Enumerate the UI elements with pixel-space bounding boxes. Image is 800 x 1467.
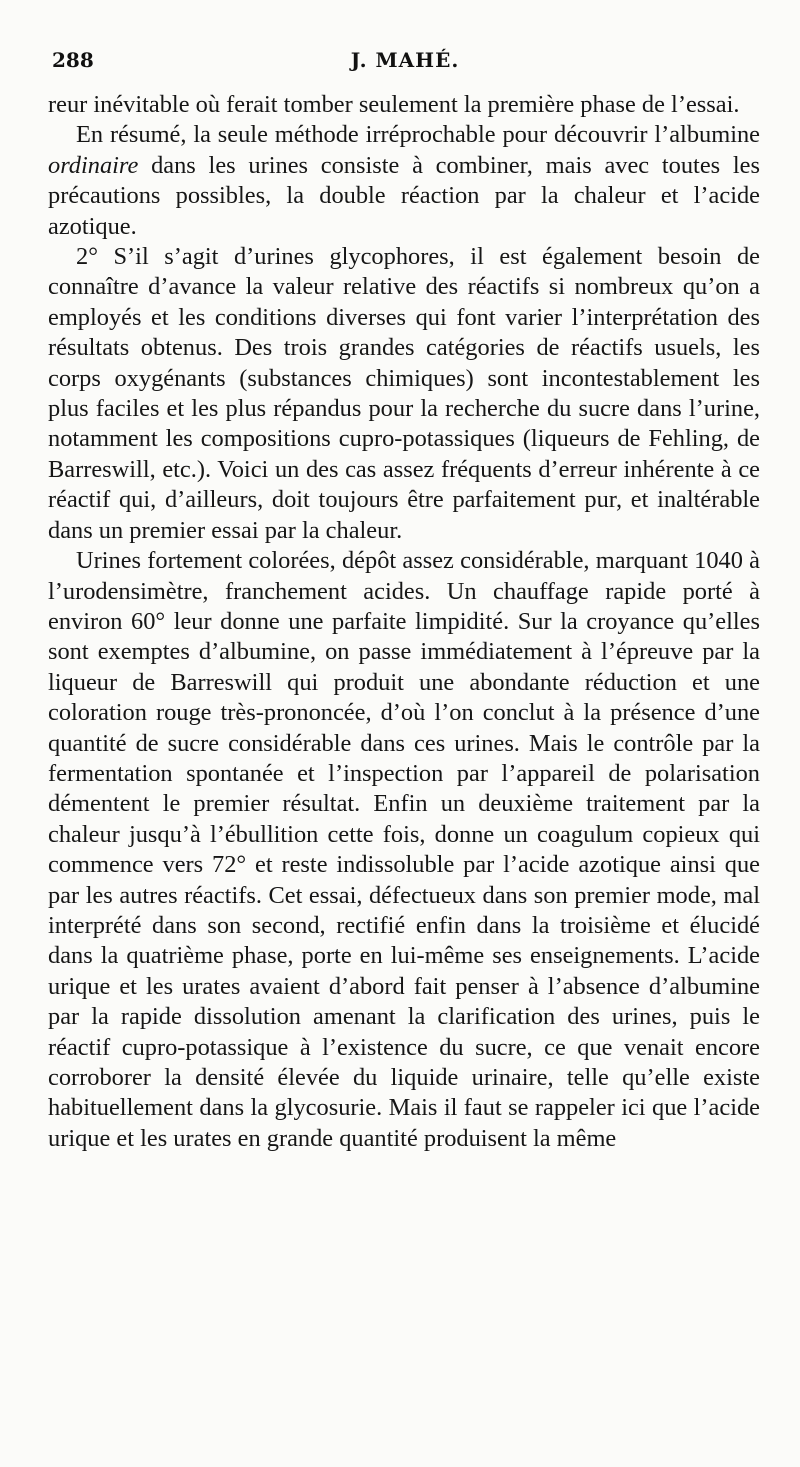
paragraph-continuation: reur inévitable où ferait tomber seulement la première phase de l’essai.: [48, 91, 740, 118]
body-text: [48, 90, 760, 1154]
emphasis-ordinaire: ordinaire: [48, 151, 139, 179]
paragraph-summary-start: En résumé, la seule méthode irréprochable pour découvrir l’albumine: [76, 121, 760, 149]
paragraph-case-study: Urines fortement colorées, dépôt assez considérable, marquant 1040 à l’urodensimètre, franchement acides. Un chauffage rapide porté à environ 60° leur donne une parfaite limpidité. Sur la croyance qu’elles sont exemptes d’albumine, on passe immédiatement à l’épreuve par la liqueur de Barreswill qui produit une abondante réduction et une coloration rouge très-prononcée, d’où l’on conclut à la présence d’une quantité de sucre considérable dans ces urines. Mais le contrôle par la fermentation spontanée et l’inspection par l’appareil de polarisation démentent le premier résultat. Enfin un deuxième traitement par la chaleur jusqu’à l’ébullition cette fois, donne un coagulum copieux qui commence vers 72° et reste indissoluble par l’acide azotique ainsi que par les autres réactifs. Cet essai, défectueux dans son premier mode, mal interprété dans son second, rectifié enfin dans la troisième et élucidé dans la quatrième phase, porte en lui-même ses enseignements. L’acide urique et les urates avaient d’abord fait penser à l’absence d’albumine par la rapide dissolution amenant la clarification des urines, puis le réactif cupro-potassique à l’existence du sucre, ce que venait encore corroborer la densité élevée du liquide urinaire, telle qu’elle existe habituellement dans la glycosurie. Mais il faut se rappeler ici que l’acide urique et les urates en grande quantité produisent la même: [48, 547, 760, 1152]
paragraph-glycophores: 2° S’il s’agit d’urines glycophores, il est également besoin de connaître d’avance la valeur relative des réactifs si nombreux qu’on a employés et les conditions diverses qui font varier l’interprétation des résultats obtenus. Des trois grandes catégories de réactifs usuels, les corps oxygénants (substances chimiques) sont incontestablement les plus faciles et les plus répandus pour la recherche du sucre dans l’urine, notamment les compositions cupro-potassiques (liqueurs de Fehling, de Barreswill, etc.). Voici un des cas assez fréquents d’erreur inhérente à ce réactif qui, d’ailleurs, doit toujours être parfaitement pur, et inaltérable dans un premier essai par la chaleur.: [48, 243, 760, 544]
page-header: [52, 40, 758, 80]
page-number: 288: [52, 48, 94, 72]
paragraph-summary: [48, 120, 760, 242]
running-head: J. MAHÉ.: [350, 48, 460, 72]
paragraph-summary-end: dans les urines consiste à combiner, mais avec toutes les précautions possibles, la double réaction par la chaleur et l’acide azotique.: [48, 151, 760, 240]
